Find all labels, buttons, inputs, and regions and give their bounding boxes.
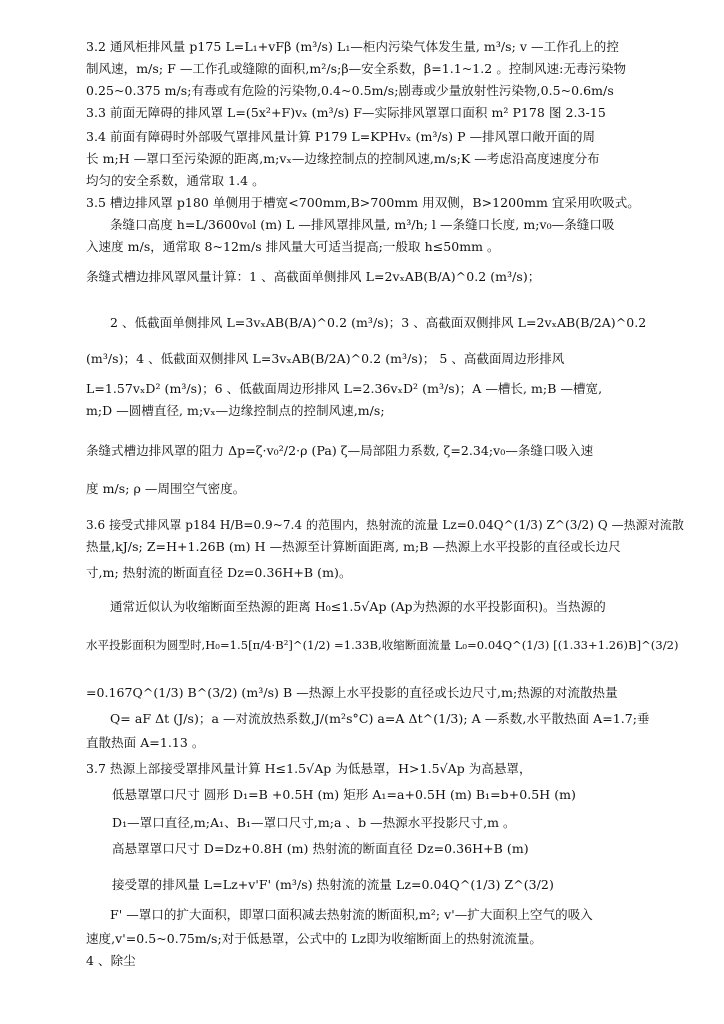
text-line-3-6-b: 热量,kJ/s; Z=H+1.26B (m) H —热源至计算断面距离, m;B —热源上水平投影的直径或长边尺 [86,539,621,554]
text-line-3-4-b: 长 m;H —罩口至污染源的距离,m;vₓ—边缘控制点的控制风速,m/s;K —考虑沿高度速度分布 [86,151,600,166]
text-line-3-5-i: 条缝式槽边排风罩的阻力 Δp=ζ·v₀²/2·ρ (Pa) ζ—局部阻力系数, ζ=2.34;v₀—条缝口吸入速 [86,443,594,458]
text-line-3-6-f: =0.167Q^(1/3) B^(3/2) (m³/s) B —热源上水平投影的直径或长边尺寸,m;热源的对流散热量 [86,685,618,700]
text-line-3-7-c: D₁—罩口直径,m;A₁、B₁—罩口尺寸,m;a 、b —热源水平投影尺寸,m 。 [112,815,516,830]
text-line-3-6-d: 通常近似认为收缩断面至热源的距离 H₀≤1.5√Ap (Ap为热源的水平投影面积)。当热源的 [110,599,606,614]
text-line-3-7-f: F' —罩口的扩大面积，即罩口面积减去热射流的断面积,m²; v'—扩大面积上空气的吸入 [110,907,593,922]
text-line-3-7-b: 低悬罩罩口尺寸 圆形 D₁=B +0.5H (m) 矩形 A₁=a+0.5H (m) B₁=b+0.5H (m) [112,787,576,802]
section-heading-4: 4 、除尘 [86,953,136,968]
text-line-3-4-c: 均匀的安全系数，通常取 1.4 。 [86,173,265,188]
text-line-3-7-a: 3.7 热源上部接受罩排风量计算 H≤1.5√Ap 为低悬罩，H>1.5√Ap 为高悬罩， [86,761,532,776]
text-line-3-5-f: (m³/s)；4 、低截面双侧排风 L=3vₓAB(B/2A)^0.2 (m³/s)； 5 、高截面周边形排风 [86,351,565,366]
text-line-3-6-a: 3.6 接受式排风罩 p184 H/B=0.9~7.4 的范围内，热射流的流量 Lz=0.04Q^(1/3) Z^(3/2) Q —热源对流散 [86,518,684,532]
text-line-3-6-c: 寸,m; 热射流的断面直径 Dz=0.36H+B (m)。 [86,565,352,580]
text-line-3-5-a: 3.5 槽边排风罩 p180 单侧用于槽宽<700mm,B>700mm 用双侧，B>1200mm 宜采用吹吸式。 [86,195,640,210]
text-line-3-3: 3.3 前面无障碍的排风罩 L=(5x²+F)vₓ (m³/s) F—实际排风罩罩口面积 m² P178 图 2.3-15 [86,105,606,120]
text-line-3-6-g: Q= aF Δt (J/s)；a —对流放热系数,J/(m²s°C) a=A Δt^(1/3); A —系数,水平散热面 A=1.7;垂 [110,711,650,726]
text-line-3-6-h: 直散热面 A=1.13 。 [86,735,205,750]
text-line-3-5-j: 度 m/s; ρ —周围空气密度。 [86,481,246,496]
text-line-3-7-d: 高悬罩罩口尺寸 D=Dz+0.8H (m) 热射流的断面直径 Dz=0.36H+B (m) [112,841,529,856]
text-line-3-4-a: 3.4 前面有障碍时外部吸气罩排风量计算 P179 L=KPHvₓ (m³/s) P —排风罩口敞开面的周 [86,129,596,144]
text-line-3-5-e: 2 、低截面单侧排风 L=3vₓAB(B/A)^0.2 (m³/s)；3 、高截面双侧排风 L=2vₓAB(B/2A)^0.2 [110,315,647,330]
text-line-3-7-e: 接受罩的排风量 L=Lz+v'F' (m³/s) 热射流的流量 Lz=0.04Q^(1/3) Z^(3/2) [112,877,554,892]
text-line-3-5-g: L=1.57vₓD² (m³/s)；6 、低截面周边形排风 L=2.36vₓD² (m³/s)；A —槽长, m;B —槽宽, [86,381,603,396]
text-line-3-5-d: 条缝式槽边排风罩风量计算：1 、高截面单侧排风 L=2vₓAB(B/A)^0.2 (m³/s)； [86,269,541,284]
text-line-3-2-a: 3.2 通风柜排风量 p175 L=L₁+vFβ (m³/s) L₁—柜内污染气体发生量, m³/s; v —工作孔上的控 [86,39,619,54]
text-line-3-6-e: 水平投影面积为圆型时,H₀=1.5[π/4·B²]^(1/2) =1.33B,收缩断面流量 L₀=0.04Q^(1/3) [(1.33+1.26)B]^(3/2) [86,638,679,652]
text-line-3-2-c: 0.25~0.375 m/s;有毒或有危险的污染物,0.4~0.5m/s;剧毒或少量放射性污染物,0.5~0.6m/s [86,83,614,98]
text-line-3-5-h: m;D —圆槽直径, m;vₓ—边缘控制点的控制风速,m/s; [86,403,385,418]
text-line-3-5-c: 入速度 m/s，通常取 8~12m/s 排风量大可适当提高;一般取 h≤50mm 。 [86,239,500,254]
text-line-3-2-b: 制风速，m/s; F —工作孔或缝隙的面积,m²/s;β—安全系数，β=1.1~1.2 。控制风速:无毒污染物 [86,61,627,76]
text-line-3-5-b: 条缝口高度 h=L/3600v₀l (m) L —排风罩排风量, m³/h; l —条缝口长度, m;v₀—条缝口吸 [110,217,615,232]
text-line-3-7-g: 速度,v'=0.5~0.75m/s;对于低悬罩，公式中的 Lz即为收缩断面上的热射流流量。 [86,931,542,946]
